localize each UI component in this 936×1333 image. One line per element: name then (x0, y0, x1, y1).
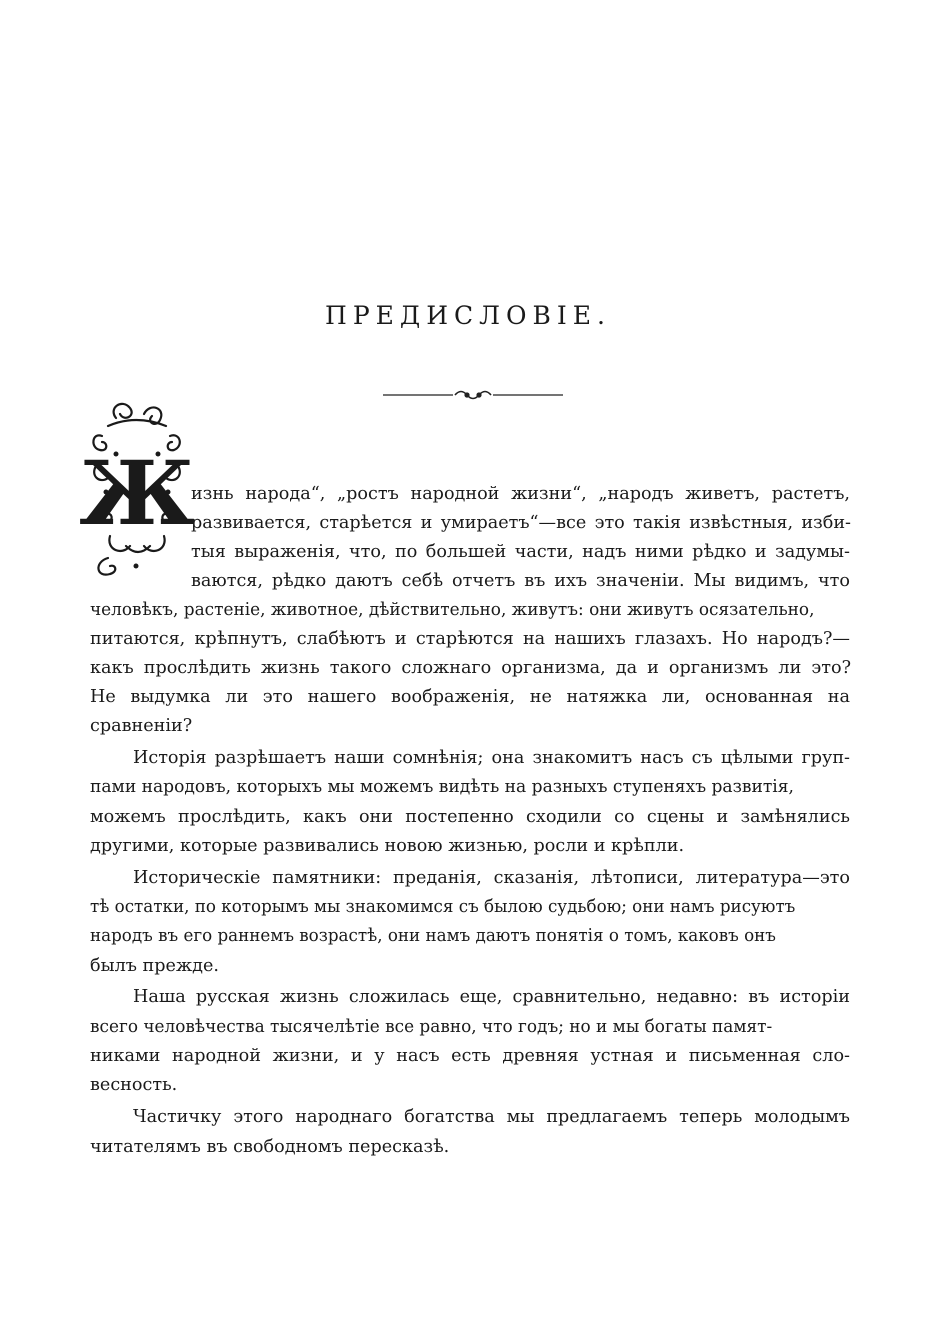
ornament-divider (383, 387, 563, 403)
text-line: тыя выраженiя, что, по большей части, надъ ними рѣдко и задумы- (191, 542, 850, 562)
page-title: ПРЕДИСЛОВIЕ. (325, 300, 611, 330)
text-line: какъ прослѣдить жизнь такого сложнаго организма, да и организмъ ли это? (90, 658, 851, 678)
text-line: пами народовъ, которыхъ мы можемъ видѣть на разныхъ ступеняхъ развитiя, (90, 777, 794, 797)
text-line: развивается, старѣется и умираетъ“—все это такiя извѣстныя, изби- (191, 513, 851, 533)
text-line: народъ въ его раннемъ возрастѣ, они намъ даютъ понятiя о томъ, каковъ онъ (90, 926, 776, 946)
drop-cap-letter: Ж (79, 441, 195, 545)
text-line: Частичку этого народнаго богатства мы предлагаемъ теперь молодымъ (133, 1107, 850, 1127)
text-line: всего человѣчества тысячелѣтiе все равно, что годъ; но и мы богаты памят- (90, 1017, 773, 1037)
text-line: сравненiи? (90, 716, 193, 736)
text-line: Исторiя разрѣшаетъ наши сомнѣнiя; она знакомитъ насъ съ цѣлыми груп- (133, 748, 850, 768)
text-line: читателямъ въ свободномъ пересказѣ. (90, 1137, 450, 1157)
text-line: можемъ прослѣдить, какъ они постепенно сходили со сцены и замѣнялись (90, 807, 850, 827)
text-line: Не выдумка ли это нашего воображенiя, не натяжка ли, основанная на (90, 687, 850, 707)
text-line: питаются, крѣпнутъ, слабѣютъ и старѣются на нашихъ глазахъ. Но народъ?— (90, 629, 850, 649)
text-line: другими, которые развивались новою жизнью, росли и крѣпли. (90, 836, 685, 856)
ornate-drop-cap (79, 396, 195, 580)
text-line: человѣкъ, растенiе, животное, дѣйствительно, живутъ: они живутъ осязательно, (90, 600, 815, 620)
text-line: ваются, рѣдко даютъ себѣ отчетъ въ ихъ значенiи. Мы видимъ, что (191, 571, 850, 591)
text-line: былъ прежде. (90, 956, 219, 976)
text-line: Наша русская жизнь сложилась еще, сравнительно, недавно: въ исторiи (133, 987, 850, 1007)
text-line: тѣ остатки, по которымъ мы знакомимся съ былою судьбою; они намъ рисуютъ (90, 897, 796, 917)
text-line: весность. (90, 1075, 178, 1095)
text-line: Историческiе памятники: преданiя, сказанiя, лѣтописи, литература—это (133, 868, 850, 888)
text-line: изнь народа“, „ростъ народной жизни“, „народъ живетъ, растетъ, (191, 484, 850, 504)
text-line: никами народной жизни, и у насъ есть древняя устная и письменная сло- (90, 1046, 850, 1066)
